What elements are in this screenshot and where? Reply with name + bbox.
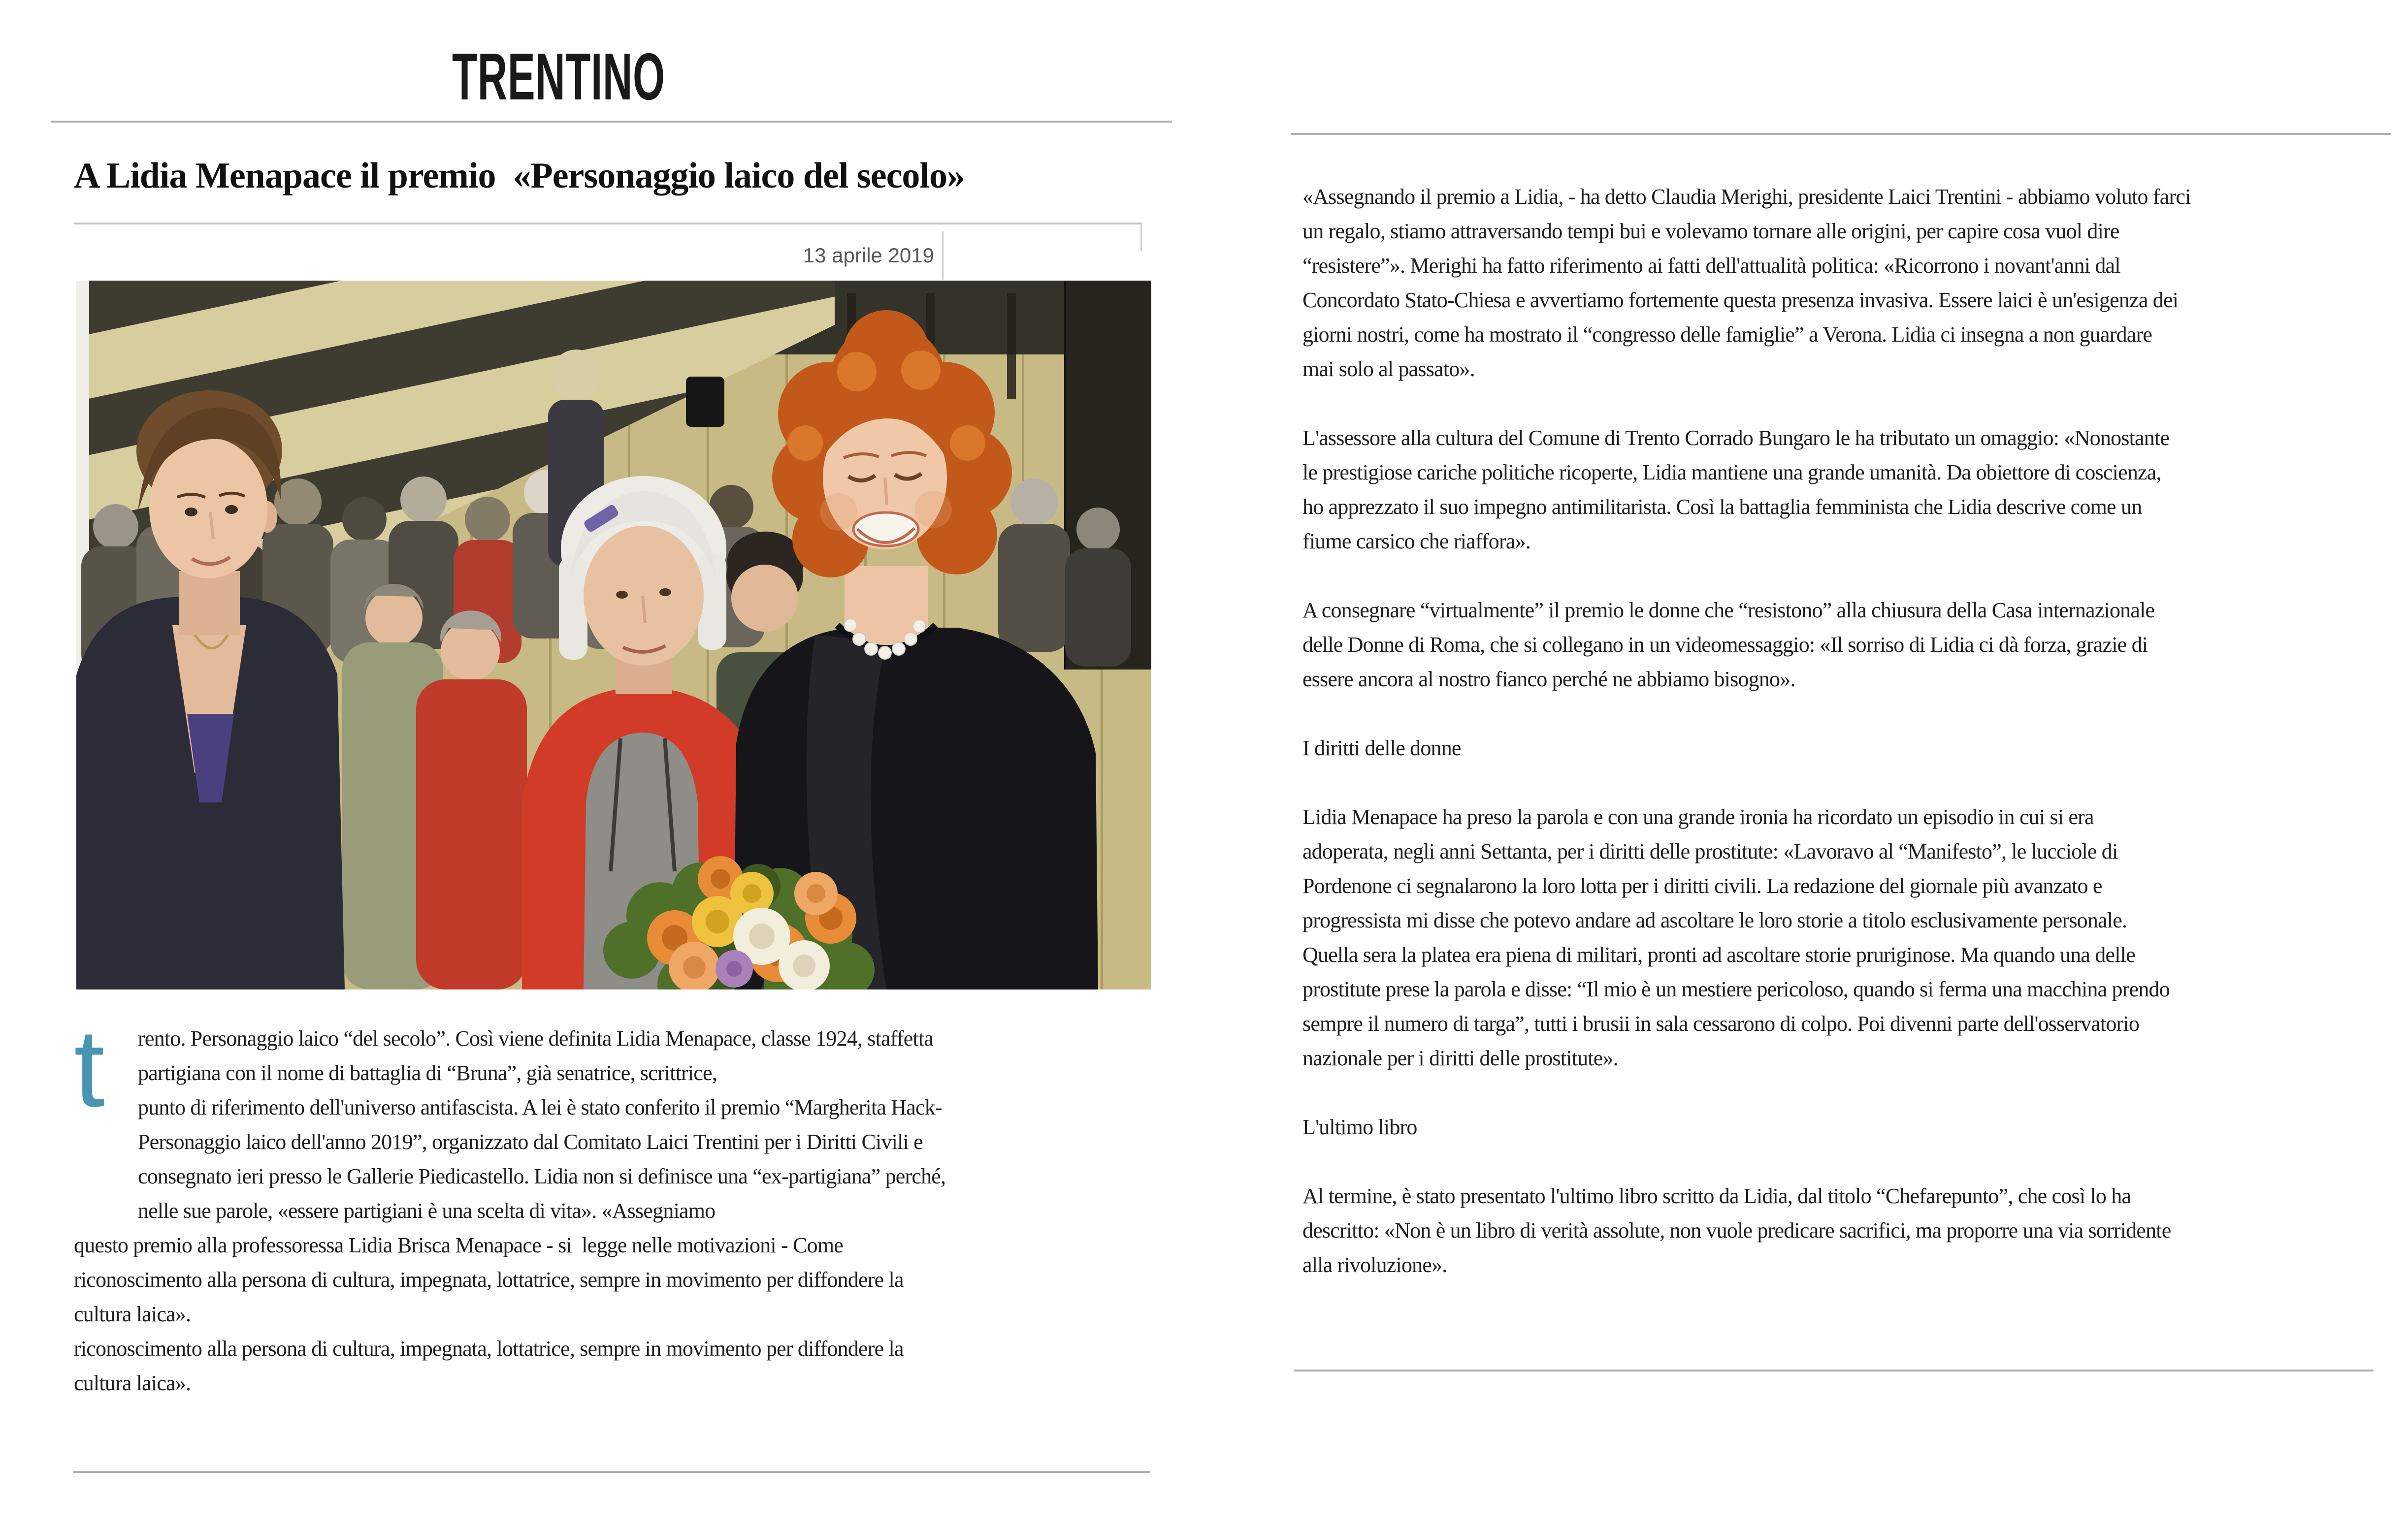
lead-paragraph: rento. Personaggio laico “del secolo”. Così viene definita Lidia Menapace, classe 1924, staffetta partigiana con il nome di battaglia di “Bruna”, già senatrice, scrittrice, punto di riferimento dell'universo antifascista. A lei è stato conferito il premio “Margherita Hack- Personaggio laico dell'anno 2019”, organizzato dal Comitato Laici Trentini per i Diritti Civili e consegnato ieri presso le Gallerie Piedicastello. Lidia non si definisce una “ex-partigiana” perché, nelle sue parole, «essere partigiani è una scelta di vita». «Assegniamo bbox=[138, 1026, 946, 1223]
paragraph: riconoscimento alla persona di cultura, impegnata, lottatrice, sempre in movimento per diffondere la cultura laica». bbox=[74, 1337, 904, 1395]
dateline bbox=[74, 231, 944, 280]
left-column bbox=[74, 1006, 1152, 1401]
paragraph: Al termine, è stato presentato l'ultimo libro scritto da Lidia, dal titolo “Chefarepunto”, che così lo ha descritto: «Non è un libro di verità assolute, non vuole predicare sacrifici, ma proporre una via sorridente alla rivoluzione». bbox=[1302, 1184, 2171, 1277]
paragraph: questo premio alla professoressa Lidia Brisca Menapace - si legge nelle motivazioni - Come riconoscimento alla persona di cultura, impegnata, lottatrice, sempre in movimento per diffondere la cultura laica». bbox=[74, 1233, 904, 1326]
paragraph: A consegnare “virtualmente” il premio le donne che “resistono” alla chiusura della Casa internazionale delle Donne di Roma, che si collegano in un videomessaggio: «Il sorriso di Lidia ci dà forza, grazie di essere ancora al nostro fianco perché ne abbiamo bisogno». bbox=[1302, 598, 2155, 691]
paragraph: Lidia Menapace ha preso la parola e con una grande ironia ha ricordato un episodio in cui si era adoperata, negli anni Settanta, per i diritti delle prostitute: «Lavoravo al “Manifesto”, le lucciole di Pordenone ci segnalarono la loro lotta per i diritti civili. La redazione del giornale più avanzato e progressista mi disse che potevo andare ad ascoltare le loro storie a titolo esclusivamente personale. Quella sera la platea era piena di militari, pronti ad ascoltare storie pruriginose. Ma quando una delle prostitute prese la parola e disse: “Il mio è un mestiere pericoloso, quando si ferma una macchina prendo sempre il numero di targa”, tutti i brusii in sala cessarono di colpo. Poi divenni parte dell'osservatorio nazionale per i diritti delle prostitute». bbox=[1302, 805, 2170, 1070]
paragraph: «Assegnando il premio a Lidia, - ha detto Claudia Merighi, presidente Laici Trentini - abbiamo voluto farci un regalo, stiamo attraversando tempi bui e volevamo tornare alle origini, per capire cosa vuol dire “resistere”». Merighi ha fatto riferimento ai fatti dell'attualità politica: «Ricorrono i novant'anni dal Concordato Stato-Chiesa e avvertiamo fortemente questa presenza invasiva. Essere laici è un'esigenza dei giorni nostri, come ha mostrato il “congresso delle famiglie” a Verona. Lidia ci insegna a non guardare mai solo al passato». bbox=[1302, 185, 2191, 381]
masthead-logo: TRENTINO bbox=[452, 39, 665, 114]
drop-cap-container bbox=[74, 1006, 138, 1228]
article-photo bbox=[76, 281, 1151, 989]
drop-cap: t bbox=[74, 1006, 104, 1130]
masthead-divider bbox=[51, 121, 1172, 123]
article-date: 13 aprile 2019 bbox=[803, 244, 934, 267]
paragraph: L'assessore alla cultura del Comune di Trento Corrado Bungaro le ha tributato un omaggio: «Nonostante le prestigiose cariche politiche ricoperte, Lidia mantiene una grande umanità. Da obiettore di coscienza, ho apprezzato il suo impegno antimilitarista. Così la battaglia femminista che Lidia descrive come un fiume carsico che riaffora». bbox=[1302, 426, 2170, 553]
section-heading: I diritti delle donne bbox=[1302, 736, 1461, 760]
left-column-bottom-divider bbox=[73, 1471, 1150, 1473]
article-headline: A Lidia Menapace il premio «Personaggio laico del secolo» bbox=[74, 156, 965, 196]
right-column-top-divider bbox=[1291, 133, 2391, 135]
right-column-bottom-divider bbox=[1294, 1370, 2374, 1372]
headline-divider bbox=[74, 223, 1141, 224]
right-column bbox=[1302, 180, 2391, 1282]
section-heading: L'ultimo libro bbox=[1302, 1115, 1417, 1139]
photo-speaker bbox=[686, 377, 724, 427]
headline-divider-tick bbox=[1140, 223, 1142, 251]
